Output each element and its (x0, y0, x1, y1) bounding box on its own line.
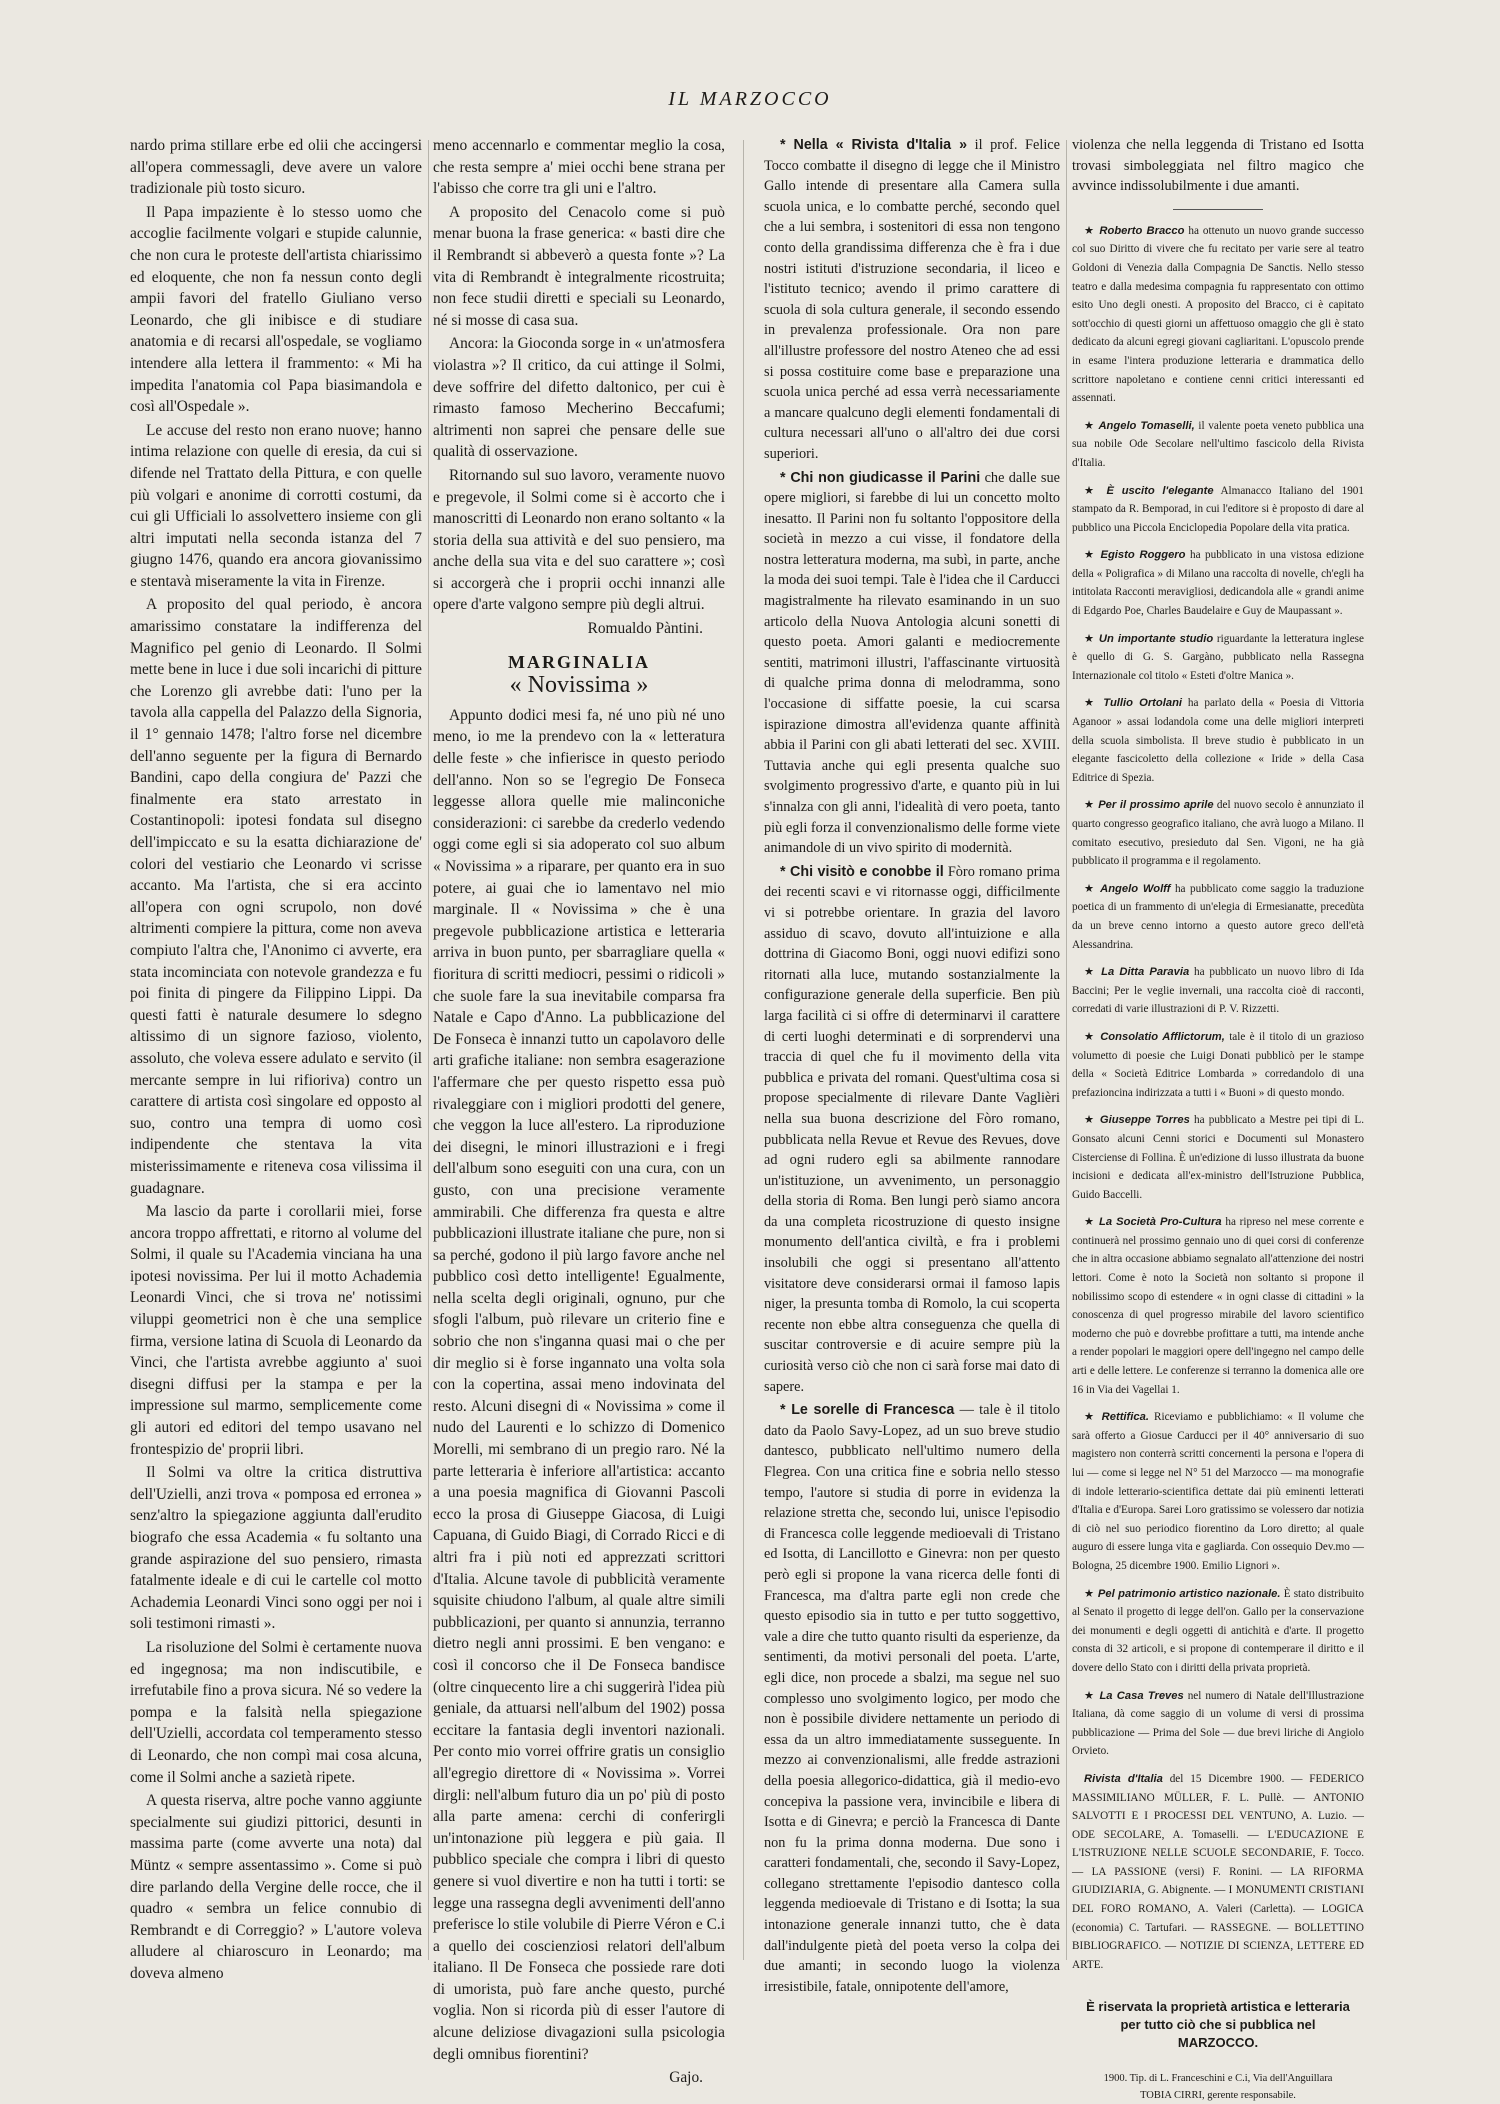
brief-note-head: ★ Tullio Ortolani (1084, 697, 1183, 710)
paragraph: Il Papa impaziente è lo stesso uomo che accoglie facilmente volgari e stupide calunnie, che non cura le proteste dell'artista chiarissimo ed eloquente, che non fa nessun conto degli ampii favori del fratello Giuliano verso Leonardo, che gli inibisce e di studiare anatomia e di recarsi all'ospedale, se vogliamo intendere alla lettera il frammento: « Mi ha impedita l'anatomia col Papa biasimandola e così all'Ospedale ». (130, 203, 422, 416)
brief-note (1072, 1585, 1364, 1678)
brief-note-text: nel numero di Natale dell'Illustrazione Italiana, dà come saggio di un volume di versi di prossima pubblicazione — Prima del Sole — due brevi liriche di Angiolo Orvieto. (1072, 1689, 1364, 1758)
paragraph: La risoluzione del Solmi è certamente nuova ed ingegnosa; ma non indiscutibile, e irrefutabile fino a prova sicura. Né so vedere la pompa e la falsità nella spiegazione dell'Uzielli, accordata col temperamento stesso di Leonardo, che non compì mai cosa alcuna, come il Solmi anche a sazietà ripete. (130, 1638, 422, 1786)
brief-note-text: ha pubblicato a Mestre pei tipi di L. Gonsato alcuni Cenni storici e Documenti sul Monastero Cisterciense di Follina. È un'edizione di lusso illustrata da buone incisioni e dedicata all'ex-ministro dell'Istruzione Pubblica, Guido Baccelli. (1072, 1114, 1365, 1201)
brief-note-head: ★ Roberto Bracco (1084, 224, 1185, 237)
brief-note-head: ★ La Casa Treves (1084, 1689, 1184, 1702)
brief-note-text: Almanacco Italiano del 1901 stampato da R. Bemporad, in cui l'editore si è proposto di dare al pubblico una Piccola Enciclopedia Popolare della vita pratica. (1072, 484, 1364, 534)
paragraph: violenza che nella leggenda di Tristano ed Isotta trovasi simboleggiata nel filtro magico che avvince indissolubilmente i due amanti. (1072, 137, 1364, 195)
printer-imprint: 1900. Tip. di L. Franceschini e C.i, Via dell'Anguillara (1103, 2073, 1333, 2085)
column-3 (764, 135, 1060, 1995)
news-item-head: * Nella « Rivista d'Italia » (780, 137, 968, 153)
brief-note-head: ★ Angelo Wolff (1084, 882, 1171, 895)
column-rule (428, 140, 429, 1960)
brief-note-text: ha parlato della « Poesia di Vittoria Aganoor » assai lodandola come una delle migliori interpreti della scuola simbolista. Il breve studio è pubblicato in un elegante fascicoletto della collezione « Iride » della Casa Editrice di Spezia. (1072, 697, 1364, 784)
paragraph: A questa riserva, altre poche vanno aggiunte specialmente sui giudizi pittorici, desunti in massima parte (come avverte una nota) dal Müntz « sempre assentassimo ». Come si può dire parlando della Vergine delle rocce, che il quadro « sembra un felice connubio di Rembrandt e di Correggio? » L'autore voleva alludere al chiaroscuro in Leonardo; ma doveva almeno (130, 1792, 422, 1982)
brief-note-head: ★ Rettifica. (1084, 1411, 1149, 1424)
brief-note-head: ★ Consolatio Afflictorum, (1084, 1030, 1225, 1043)
brief-note-head: ★ Giuseppe Torres (1084, 1114, 1190, 1127)
brief-note-text: il valente poeta veneto pubblica una sua nobile Ode Secolare nell'ultimo fascicolo della Rivista d'Italia. (1072, 419, 1365, 469)
news-item-text: — tale è il titolo dato da Paolo Savy-Lopez, ad un suo breve studio dantesco, pubblicato nell'ultimo numero della Flegrea. Con una critica fine e sobria nello stesso tempo, l'autore si studia di porre in evidenza la relazione stretta che, secondo lui, unisce l'episodio di Francesca colle leggende medioevali di Tristano ed Isotta, di Lancillotto e Ginevra: non per questo però egli si propone la vana ricerca delle fonti di Francesca, ma d'altra parte egli non crede che questo episodio sia in tutto e per tutto soggettivo, vale a dire che tutto quanto risulti da esperienze, da sentimenti, da motivi personali del poeta. L'arte, egli dice, non procede a sbalzi, ma segue nel suo complesso uno svolgimento logico, per modo che non è possibile dividere nettamente un periodo di essa da un altro immediatamente susseguente. In mezzo ai convenzionalismi, alle fredde astrazioni della poesia allegorico-didattica, già il medio-evo concepiva la passione vera, invincibile e libera di Isotta e di Ginevra; e perciò la Francesca di Dante non fu la prima donna moderna. Due sono i caratteri fondamentali, che, secondo il Savy-Lopez, collegano strettamente l'episodio dantesco colla leggenda medioevale di Tristano e di Isotta; la sua intonazione generale innanzi tutto, che è data dall'indulgente pietà del poeta verso la colpa dei due amanti; in secondo luogo la violenza irresistibile, fatale, onnipotente dell'amore, (764, 1402, 1060, 1995)
brief-note-text: ha pubblicato un nuovo libro di Ida Baccini; Per le veglie invernali, una raccolta cioè di racconti, corredati di varie illustrazioni di P. V. Rizzetti. (1072, 966, 1364, 1016)
brief-note-text: ha pubblicato in una vistosa edizione della « Poligrafica » di Milano una raccolta di novelle, ch'egli ha intitolata Racconti meravigliosi, dedicandola alle « grandi anime di Edgardo Poe, Charles Baudelaire e Guy de Maupassant ». (1072, 549, 1364, 618)
brief-note-head: Rivista d'Italia (1084, 1772, 1163, 1785)
brief-note-text: tale è il titolo di un grazioso volumetto di poesie che Luigi Donati pubblicò per le stampe della « Società Editrice Lombarda » corredandolo di una prefazioncina indirizzata a tutti i « Buoni » di questo mondo. (1072, 1030, 1364, 1099)
brief-note-head: ★ Un importante studio (1084, 632, 1214, 645)
news-item (764, 862, 1060, 1397)
column-1 (130, 135, 422, 1982)
brief-note (1072, 1687, 1364, 1761)
news-item (764, 1400, 1060, 1997)
paragraph: Ma lascio da parte i corollarii miei, forse ancora troppo affrettati, e ritorno al volume del Solmi, il quale su l'Academia vinciana ha una ipotesi novissima. Per lui il motto Achademia Leonardi Vinci, che si trova ne' notissimi viluppi geometrici non è che una semplice firma, versione latina di Scuola di Leonardo da Vinci, che l'artista avrebbe aggiunto a' suoi disegni diffusi per la stampa e per la impressione sul marmo, semplicemente come gli autori ed editori del tempo usavano nel frontespizio de' proprii libri. (130, 1203, 422, 1458)
brief-note (1072, 546, 1364, 620)
brief-note-head: ★ Egisto Roggero (1084, 549, 1186, 562)
brief-note (1072, 417, 1364, 473)
paragraph: Ancora: la Gioconda sorge in « un'atmosfera violastra »? Il critico, da cui attinge il Solmi, deve soffrire del difetto daltonico, per cui è rimasto famoso Mecherino Beccafumi; altrimenti non saprei che pensare delle sue qualità di osservazione. (433, 335, 725, 461)
paragraph: Le accuse del resto non erano nuove; hanno intima relazione con quelle di eresia, da cui si difende nel Trattato della Pittura, e con quelle più volgari e anonime di corrotti costumi, da cui gli Ufficiali lo assolvettero insieme con gli altri imputati nella seconda istanza del 7 giugno 1476, quando era ancora giovanissimo e stentavà miseramente la vita in Firenze. (130, 421, 422, 590)
paragraph: A proposito del qual periodo, è ancora amarissimo constatare la indifferenza del Magnifico pel genio di Leonardo. Il Solmi mette bene in luce i due soli incarichi di pitture che Lorenzo gli avrebbe dati: l'uno per la tavola alla cappella del Palazzo della Signoria, il 1° gennaio 1478; l'altro forse nel dicembre dell'anno seguente per la figura di Bernardo Bandini, capo della congiura de' Pazzi che finalmente era stato arrestato in Costantinopoli: ipotesi fondata sul disegno dell'impiccato e su la esatta dichiarazione de' colori del vestiario che Leonardo vi scrisse accanto. Ma l'artista, che si era accinto all'opera con ogni scrupolo, non dové altrimenti compiere la pittura, come non aveva compiuto l'altra che, l'Anonimo ci avverte, era stata incominciata con notevole grandezza e fu poi finita di pingere da Filippino Lippi. Da questi fatti è naturale desumere lo sdegno altissimo di un signore fazioso, violento, assoluto, che voleva essere adulato e servito (il mercante sempre in lui rifioriva) contro un carattere di artista così singolare ed opposto al suo, contro una tempra di uomo così indipendente che stentava la vita misterissimamente e riteneva cosa vilissima il guadagnare. (130, 596, 422, 1197)
author-signature: Gajo. (669, 2069, 703, 2087)
brief-note-head: ★ La Ditta Paravia (1084, 966, 1190, 979)
brief-note (1072, 694, 1364, 787)
column-4 (1072, 135, 1365, 2102)
brief-note (1072, 630, 1364, 686)
divider (1173, 209, 1263, 210)
paragraph: Appunto dodici mesi fa, né uno più né uno meno, io me la prendevo con la « letteratura delle feste » che infierisce in questo periodo dell'anno. Non so se l'egregio De Fonseca leggesse allora quelle mie malinconiche considerazioni: ci sarebbe da crederlo vedendo oggi come egli si sia adoperato col suo album « Novissima » a riparare, per quanto era in suo potere, ai guai che io lamentavo nel mio marginale. Il « Novissima » che è una pregevole pubblicazione artistica e letteraria arriva in buon punto, per sbarragliare quella « fioritura di scritti mediocri, pessimi o ridicoli » che suole fare la sua inevitabile comparsa fra Natale e Capo d'Anno. La pubblicazione del De Fonseca è innanzi tutto un capolavoro delle arti grafiche italiane: non sembra esagerazione l'affermare che per questo rispetto essa può rivaleggiare con i migliori prodotti del genere, che veggon la luce all'estero. La riproduzione dei disegni, le minori illustrazioni e i fregi dell'album sono eseguiti con una cura, con un gusto, con una precisione veramente ammirabili. Che differenza fra questa e altre pubblicazioni illustrate italiane che pure, non si sa perché, godono il più largo favore anche nel pubblico così detto intelligente! Egualmente, nella scelta degli originali, ognuno, pur che sfogli l'album, può rilevare un criterio fine e sobrio che non s'inganna quasi mai o che per dir meglio si è forse ingannato una volta sola con la copertina, assai meno indovinata del resto. Alcuni disegni di « Novissima » come il nudo del Laurenti e lo schizzo di Domenico Morelli, mi sembrano di un pregio raro. Né la parte letteraria è inferiore all'artistica: accanto a una poesia magnifica di Giovanni Pascoli ecco la prosa di Giuseppe Giacosa, di Luigi Capuana, di Guido Biagi, di Corrado Ricci e di altri fra i più noti ed apprezzati scrittori d'Italia. Alcune tavole di pubblicità veramente squisite chiudono l'album, al quale altre simili pubblicazioni, per quanto si annunzia, terranno dietro negli anni prossimi. E ben vengano: e così il concorso che il De Fonseca bandisce (oltre cinquecento lire a chi suggerirà l'idea più geniale, da attuarsi nell'album del 1902) possa eccitare la fantasia degli inventori nazionali. Per conto mio vorrei offrire gratis un consiglio all'egregio direttore di « Novissima ». Vorrei dirgli: nell'album futuro dia un po' più di posto alla parte amena: cerchi di conferirgli un'intonazione più leggera e più gaia. Il pubblico speciale che compra i libri di questo genere si vuol divertire e non ha tutti i torti: se legge una rassegna degli avvenimenti dell'anno preferisce lo stile volubile di Pierre Véron e C.i a quello dei coscienziosi relatori dell'album italiano. Il De Fonseca che possiede rare doti di umorista, può fare anche questo, purché voglia. Non si ricorda più di esser l'autore di alcune deliziose divagazioni sulla psicologia degli omnibus fiorentini? (433, 706, 725, 2063)
paragraph: A proposito del Cenacolo come si può menar buona la frase generica: « basti dire che il Rembrandt si abbeverò a questa fonte »? La vita di Rembrandt è integralmente ricostruita; non fece studii diretti e speciali su Leonardo, né si mosse di casa sua. (433, 203, 725, 329)
brief-note-head: ★ Pel patrimonio artistico nazionale. (1084, 1587, 1281, 1600)
brief-note-text: del nuovo secolo è annunziato il quarto congresso geografico italiano, che avrà luogo a Milano. Il comitato esecutivo, presieduto dal Sen. Vigoni, ne ha già pubblicato il programma e il regolamento. (1072, 799, 1364, 868)
brief-note (1072, 1408, 1364, 1575)
news-item-text: che dalle sue opere migliori, si farebbe di lui un concetto molto inesatto. Il Parini non fu soltanto l'oppositore della società in mezzo a cui visse, il fondatore della nostra letteratura moderna, ma subì, in parte, anche la moda dei suoi tempi. Tale è l'idea che il Carducci magistralmente ha rilevato esaminando in un suo articolo della Nuova Antologia alcuni sonetti di questo poeta. Amori galanti e mediocremente sentiti, matrimoni illustri, l'affascinante virtuosità di qualche prima donna di melodramma, sono l'occasione di siffatte poesie, la cui scarsa ispirazione dimostra all'evidenza quante affinità abbia il Parini con gli abati letterati del sec. XVIII. Tuttavia anche qui egli presenta qualche suo svolgimento progressivo d'arte, e quanto più in lui s'innalza con gli anni, l'idealità di vero poeta, tanto più egli forza il convenzionalismo delle forme viete animandole di un vivo spirito di modernità. (764, 469, 1060, 857)
rights-notice: È riservata la proprietà artistica e letteraria per tutto ciò che si pubblica nel MARZOCCO. (1086, 1999, 1350, 2051)
section-title: « Novissima » (509, 672, 649, 699)
news-item-head: * Chi non giudicasse il Parini (780, 469, 981, 486)
brief-note (1072, 482, 1364, 538)
news-item-text: Fòro romano prima dei recenti scavi e vi ritornasse oggi, difficilmente vi si potrebbe orientare. In grazia del lavoro assiduo di scavo, dovuto all'intuizione e alla dottrina di Giacomo Boni, oggi nuovi edifizi sono ritornati alla luce, mutando sostanzialmente la configurazione generale della superficie. Ben più larga facilità ci si offre di determinarvi il carattere di certi luoghi determinati e di sorprendervi una traccia di quel che fu il movimento della vita pubblica e privata del romani. Quest'ultima cosa si propose specialmente di rilevare Dante Vaglièri nella sua buona descrizione del Fòro romano, pubblicata nella Revue et Revue des Revues, dove ad ogni rudero egli sa abilmente rannodare un'istituzione, un avvenimento, un personaggio della storia di Roma. Ben lungi però siamo ancora da una completa ricostruzione di questo insigne monumento dell'antica civiltà, e fra i problemi insolubili che oggi si presentano all'attento visitatore deve considerarsi ormai il famoso lapis niger, la presunta tomba di Romolo, la cui scoperta recente non ebbe altra conseguenza che quella di suscitar controversie e di acuire sempre più la curiosità verso ciò che non ci sarà forse mai dato di sapere. (764, 863, 1060, 1395)
brief-note (1072, 1213, 1364, 1399)
brief-note (1072, 880, 1364, 954)
brief-note-text: È stato distribuito al Senato il progetto di legge dell'on. Gallo per la conservazione dei monumenti e degli oggetti di antichità e d'arte. Il progetto consta di 32 articoli, e si propone di contemperare il diritto e il dovere dello Stato con i diritti della privata proprietà. (1072, 1587, 1364, 1674)
paragraph: Il Solmi va oltre la critica distruttiva dell'Uzielli, anzi trova « pomposa ed erronea » senz'altro la spiegazione aggiunta dall'erudito biografo che essa Academia « fu soltanto una grande aspirazione del suo pensiero, rimasta fatalmente ideale e di cui le cartelle col motto Achademia Leonardi Vinci sono oggi per noi i soli testimoni rimasti ». (130, 1464, 422, 1633)
column-2 (433, 135, 725, 2087)
brief-note (1072, 1770, 1364, 1975)
brief-note (1072, 796, 1364, 870)
brief-note-text: ha pubblicato come saggio la traduzione poetica di un frammento di un'elegia di Ermesianatte, precedùta da un breve cenno intorno a questo autore greco dell'età Alessandrina. (1072, 882, 1365, 951)
brief-note-head: ★ Angelo Tomaselli, (1084, 419, 1195, 432)
news-item-text: il prof. Felice Tocco combatte il disegno di legge che il Ministro Gallo intende di presentare alla Camera sulla scuola unica, e lo combatte perché, secondo quel che a lui sembra, i sostenitori di essa non tengono conto della grandissima differenza che è fra i due nostri istituti d'istruzione secondaria, il liceo e l'istituto tecnico; avendo il primo carattere di scuola di sola cultura generale, il secondo essendo in prevalenza professionale. Ora non pare all'illustre professore del nostro Ateneo che ad essi si possa costituire come base e preparazione una scuola unica perché ad essa verrà necessariamente a mancare qualcuno degli elementi fondamentali di cultura necessari all'uno o all'altro dei due corsi superiori. (764, 137, 1060, 462)
brief-note (1072, 963, 1364, 1019)
news-item (764, 468, 1060, 859)
brief-note (1072, 222, 1364, 408)
brief-note-text: ha ripreso nel mese corrente e continuerà nel prossimo gennaio uno di quei corsi di conferenze che in altra occasione abbiamo segnalato all'attenzione dei nostri lettori. Come è noto la Società non soltanto si propone il nobilissimo scopo di estendere « in ogni classe di cittadini » la conoscenza di quel progresso mirabile del lavoro scientifico moderno che può e dovrebbe profittare a tutti, ma intende anche a render popolari le maggiori opere dell'ingegno nel campo delle arti e delle lettere. Le conferenze si terranno la domenica alle ore 16 in Via dei Vagellai 1. (1072, 1216, 1365, 1396)
managing-editor: TOBIA CIRRI, gerente responsabile. (1140, 2090, 1296, 2102)
brief-note-text: del 15 Dicembre 1900. — FEDERICO MASSIMILIANO MÜLLER, F. L. Pullè. — ANTONIO SALVOTTI E I PROCESSI DEL VENTUNO, A. Luzio. — ODE SECOLARE, A. Tomaselli. — L'EDUCAZIONE E L'ISTRUZIONE NELLE SCUOLE SECONDARIE, F. Tocco. — LA PASSIONE (versi) F. Ronini. — LA RIFORMA GIUDIZIARIA, G. Abignente. — I MONUMENTI CRISTIANI DEL FORO ROMANO, A. Valeri (Carletta). — LOGICA (economia) C. Tartufari. — RASSEGNE. — BOLLETTINO BIBLIOGRAFICO. — NOTIZIE DI SCIENZA, LETTERE ED ARTE. (1072, 1772, 1364, 1971)
brief-note-head: ★ È uscito l'elegante (1084, 484, 1214, 497)
news-item (764, 135, 1060, 465)
paragraph: meno accennarlo e commentar meglio la cosa, che resta sempre a' miei occhi bene strana per l'abisso che corre tra gli uni e l'altro. (433, 137, 725, 198)
brief-note-text: ha ottenuto un nuovo grande successo col suo Diritto di vivere che fu recitato per varie sere al teatro Goldoni di Venezia dalla Compagnia De Sanctis. Nello stesso teatro e dalla medesima compagnia fu rappresentato con ottimo esito Uno degli onesti. A proposito del Bracco, ci è capitato sott'occhio di questi giorni un affettuoso omaggio che gli è stato dedicato da alcuni egregi giovani cagliaritani. L'opuscolo prende in esame l'intera produzione letteraria e drammatica dello scrittore napoletano e contiene cenni critici interessanti ed assennati. (1072, 224, 1365, 405)
brief-note-head: ★ La Società Pro-Cultura (1084, 1216, 1222, 1229)
column-rule (1066, 140, 1067, 1960)
brief-note-text: riguardante la letteratura inglese è quello di G. S. Gargàno, pubblicato nella Rassegna Internazionale col titolo « Esteti d'oltre Manica ». (1072, 632, 1364, 682)
paragraph: nardo prima stillare erbe ed olii che accingersi all'opera commessagli, deve avere un valore tradizionale più tosto sicuro. (130, 137, 422, 198)
masthead: IL MARZOCCO (668, 88, 832, 110)
news-item-head: * Chi visitò e conobbe il (780, 863, 944, 880)
author-signature: Romualdo Pàntini. (587, 620, 703, 638)
paragraph: Ritornando sul suo lavoro, veramente nuovo e pregevole, il Solmi come si è accorto che i manoscritti di Leonardo non erano soltanto « la storia della sua attività e del suo pensiero, ma anche della sua vita e del suo carattere »; così si accorgerà che i proprii occhi innanzi alle opere d'arte valgono sempre più degli altrui. (433, 466, 725, 614)
brief-note (1072, 1028, 1364, 1102)
column-rule (743, 140, 744, 1960)
brief-note-head: ★ Per il prossimo aprile (1084, 799, 1214, 812)
brief-note-text: Riceviamo e pubblichiamo: « Il volume che sarà offerto a Giosue Carducci per il 40° anniversario di suo magistero non conterrà scritti concernenti la persona e l'opera di lui — come si legge nel N° 51 del Marzocco — ma monografie di indole letterario-scientifica dettate dai più eminenti letterati d'Italia e d'Europa. Sarei Loro gratissimo se volessero dar notizia di ciò nel suo periodico fiorentino da Loro diretto; al quale auguro di essere lunga vita e gagliarda. Con ossequio Dev.mo — Bologna, 25 dicembre 1900. Emilio Lignori ». (1072, 1411, 1365, 1572)
section-heading: MARGINALIA (507, 651, 650, 672)
news-item-head: * Le sorelle di Francesca (780, 1402, 955, 1419)
brief-note (1072, 1111, 1364, 1204)
